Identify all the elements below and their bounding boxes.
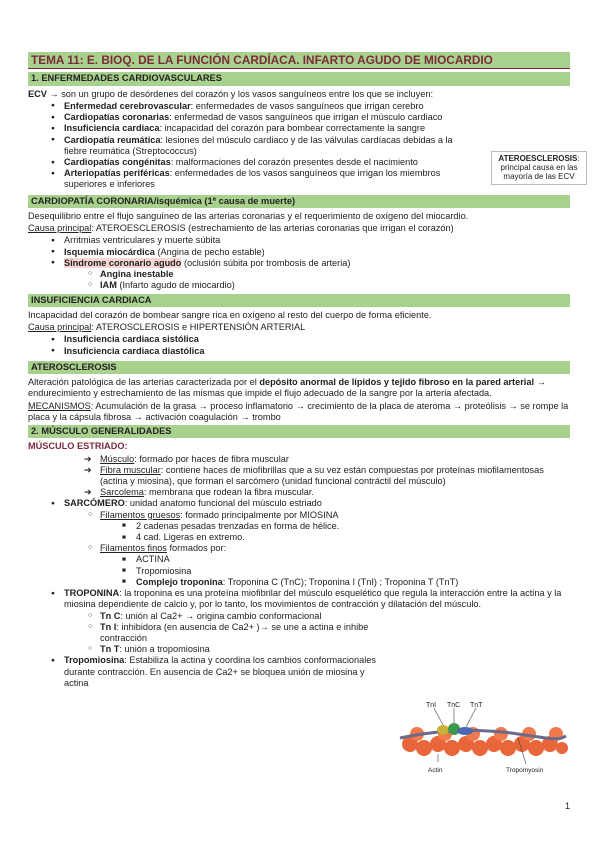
list-item: ● Insuficiencia cardiaca: incapacidad del corazón para bombear correctamente la sangre <box>28 123 468 134</box>
list-item: ● Tropomiosina: Estabiliza la actina y coordina los cambios conformacionales durante contracción. En ausencia de Ca2+ se bloquea unión de miosina y actina <box>28 655 388 689</box>
list-item: ■ Tropomiosina <box>28 566 570 577</box>
aterosclerosis-definition: Alteración patológica de las arterias caracterizada por el depósito anormal de lípidos y tejido fibroso en la pared arterial → endurecimiento y estrechamiento de las mismas que impide el flujo adecuado de la sangre por la arteria afectada. <box>28 377 546 399</box>
list-item: ● Cardiopatías congénitas: malformaciones del corazón presentes desde el nacimiento <box>28 157 468 168</box>
list-item: ➔ Fibra muscular: contiene haces de miofibrillas que a su vez están compuestas por proteínas miofilamentosas (actina y miosina), que forman el sarcómero (unidad funcional contráctil del músculo) <box>28 465 570 487</box>
ecv-list <box>28 101 468 191</box>
musculo-estriado-subheading: MÚSCULO ESTRIADO: <box>28 441 128 452</box>
tropomyosin-strand <box>400 731 566 739</box>
list-item: ■ Complejo troponina: Troponina C (TnC); Troponina I (TnI) ; Troponina T (TnT) <box>28 577 570 588</box>
list-item: ■ 2 cadenas pesadas trenzadas en forma de hélice. <box>28 521 570 532</box>
page-title: TEMA 11: E. BIOQ. DE LA FUNCIÓN CARDÍACA. INFARTO AGUDO DE MIOCARDIO <box>28 52 570 69</box>
aterosclerosis-side-note: ATEROESCLEROSIS: principal causa en las mayoría de las ECV <box>491 151 587 185</box>
musculo-list <box>28 454 570 690</box>
list-item: ○ Tn T: unión a tropomiosina <box>28 644 388 655</box>
list-item: ● SARCÓMERO: unidad anatomo funcional del músculo estriado <box>28 498 570 509</box>
insuficiencia-list <box>28 334 570 356</box>
label-actin: Actin <box>428 767 443 774</box>
list-item: ➔ Músculo: formado por haces de fibra muscular <box>28 454 570 465</box>
coronaria-cause: Causa principal: ATEROESCLEROSIS (estrechamiento de las arterias coronarias que irrigan el corazón) <box>28 223 454 234</box>
section-heading-coronaria: CARDIOPATÍA CORONARIA/isquémica (1ª causa de muerte) <box>28 195 570 208</box>
list-item: ● Cardiopatía reumática: lesiones del músculo cardiaco y de las válvulas cardíacas debidas a la fiebre reumática (Streptococcus) <box>28 135 468 157</box>
list-item: ■ 4 cad. Ligeras en extremo. <box>28 532 570 543</box>
ecv-intro: ECV → son un grupo de desórdenes del corazón y los vasos sanguíneos entre los que se incluyen: <box>28 88 434 99</box>
coronaria-list <box>28 235 570 291</box>
document-page <box>28 52 570 689</box>
section-heading-insuficiencia: INSUFICIENCIA CARDIACA <box>28 294 570 307</box>
list-item: ○ Angina inestable <box>28 269 570 280</box>
list-item: ○ Tn C: unión al Ca2+ → origina cambio conformacional <box>28 611 388 622</box>
label-tni: TnI <box>426 702 437 709</box>
section-heading-musculo: 2. MÚSCULO GENERALIDADES <box>28 425 570 438</box>
list-item: ● Enfermedad cerebrovascular: enfermedades de vasos sanguíneos que irrigan cerebro <box>28 101 468 112</box>
coronaria-definition: Desequilibrio entre el flujo sanguíneo de las arterias coronarias y el requerimiento de oxígeno del miocardio. <box>28 211 469 222</box>
troponin-complex-illustration <box>398 700 568 778</box>
list-item: ● Isquemia miocárdica (Angina de pecho estable) <box>28 247 570 258</box>
section-heading-ecv: 1. ENFERMEDADES CARDIOVASCULARES <box>28 72 570 85</box>
list-item: ➔ Sarcolema: membrana que rodean la fibra muscular. <box>28 487 570 498</box>
list-item: ● Arteriopatías periféricas: enfermedades de los vasos sanguíneos que irrigan los miembros superiores e inferiores <box>28 168 468 190</box>
list-item: ● TROPONINA: la troponina es una proteína miofibrilar del músculo esquelético que regula la interacción entre la actina y la miosina dependiente de calcio y, por lo tanto, los movimientos de contracción y dilatación del músculo. <box>28 588 570 610</box>
list-item: ● Arritmias ventriculares y muerte súbita <box>28 235 570 246</box>
section-heading-aterosclerosis: ATEROSCLEROSIS <box>28 361 570 374</box>
list-item: ○ IAM (Infarto agudo de miocardio) <box>28 280 570 291</box>
list-item: ○ Tn I: inhibidora (en ausencia de Ca2+ )→ se une a actina e inhibe contracción <box>28 622 388 644</box>
troponin-complex <box>437 723 473 735</box>
list-item: ● Insuficiencia cardiaca diastólica <box>28 346 570 357</box>
page-number: 1 <box>564 801 570 812</box>
list-item: ○ Filamentos gruesos: formado principalmente por MIOSINA <box>28 510 570 521</box>
label-tnt: TnT <box>470 702 483 709</box>
list-item: ● Insuficiencia cardiaca sistólica <box>28 334 570 345</box>
aterosclerosis-mechanisms: MECANISMOS: Acumulación de la grasa → proceso inflamatorio → crecimiento de la placa de ateroma → proteólisis → se rompe la placa y la cápsula fibrosa → activación coagulación → trombo <box>28 400 569 422</box>
label-tropomyosin: Tropomyosin <box>506 767 544 774</box>
insuficiencia-cause: Causa principal: ATEROSCLEROSIS e HIPERTENSIÓN ARTERIAL <box>28 322 306 333</box>
list-item: ■ ACTINA <box>28 554 570 565</box>
list-item: ● Cardiopatías coronarias: enfermedad de vasos sanguíneos que irrigan el músculo cardiaco <box>28 112 468 123</box>
label-tnc: TnC <box>447 702 461 709</box>
list-item: ● Síndrome coronario agudo (oclusión súbita por trombosis de arteria) <box>28 258 570 269</box>
list-item: ○ Filamentos finos formados por: <box>28 543 570 554</box>
insuficiencia-definition: Incapacidad del corazón de bombear sangre rica en oxígeno al resto del cuerpo de forma eficiente. <box>28 309 432 320</box>
